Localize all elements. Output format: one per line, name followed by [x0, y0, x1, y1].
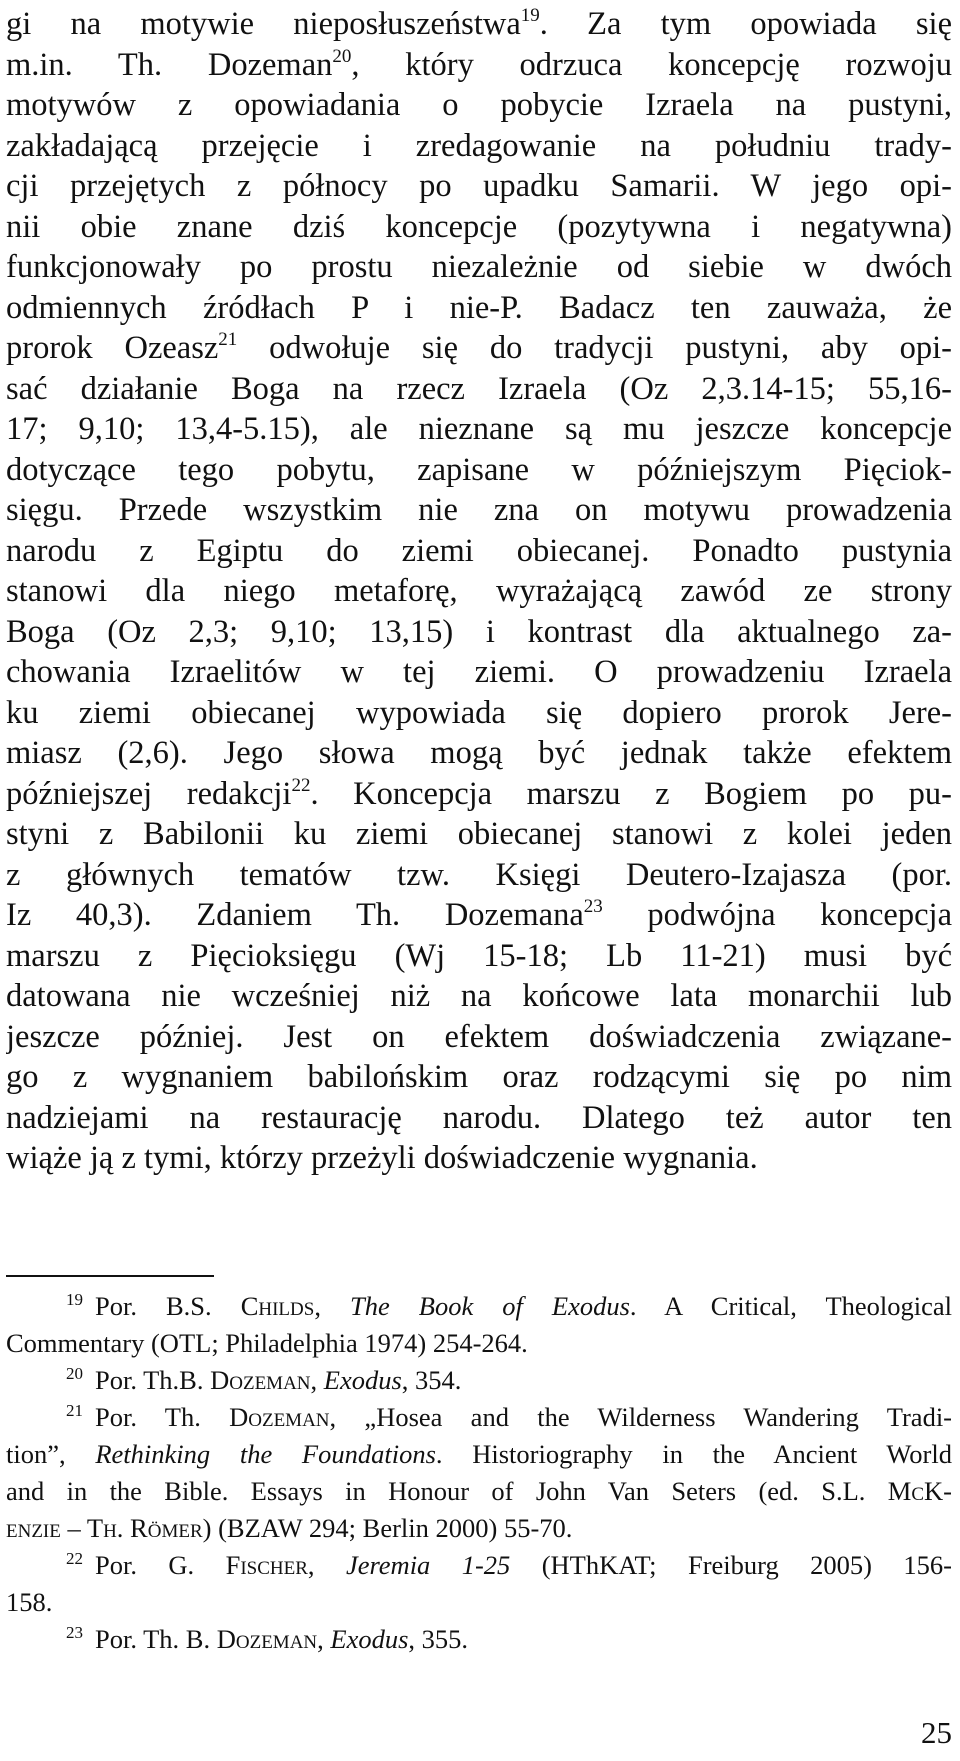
- text-line: [6, 895, 952, 936]
- text-run: and in the Bible. Essays in Honour of John Van Seters (ed. S.L.: [6, 1476, 888, 1506]
- text-run: gi na motywie nieposłuszeństwa: [6, 6, 521, 42]
- text-run: ku ziemi obiecanej wypowiada się dopiero prorok Jere-: [6, 694, 952, 731]
- footnote-number: 23: [66, 1623, 83, 1642]
- footnote-reference: 19: [520, 5, 540, 26]
- text-line: [6, 490, 952, 531]
- text-run: zakładającą przejęcie i zredagowanie na południu trady-: [6, 127, 952, 164]
- text-run: ,: [310, 1365, 324, 1395]
- text-line: [6, 733, 952, 774]
- text-run: późniejszej redakcji: [6, 775, 292, 812]
- text-run: datowana nie wcześniej niż na końcowe lata monarchii lub: [6, 978, 952, 1014]
- text-line: [6, 1098, 952, 1139]
- text-line: [6, 207, 952, 248]
- text-line: [6, 4, 952, 45]
- text-run: tion”,: [6, 1439, 96, 1469]
- text-run: odmiennych źródłach P i nie-P. Badacz ten zauważa, że: [6, 289, 952, 326]
- text-line: [6, 774, 952, 815]
- text-line: [6, 450, 952, 491]
- text-run: . Koncepcja marszu z Bogiem po pu-: [310, 775, 952, 812]
- text-run: miasz (2,6). Jego słowa mogą być jednak także efektem: [6, 735, 952, 771]
- text-line: [6, 45, 952, 86]
- text-run: ,: [314, 1291, 350, 1321]
- text-line: [6, 814, 952, 855]
- footnote-line: [6, 1362, 952, 1399]
- text-run: , który odrzuca koncepcję rozwoju: [351, 46, 952, 83]
- main-text: [6, 4, 952, 1179]
- text-run: (HThKAT; Freiburg 2005) 156-: [510, 1550, 952, 1580]
- author-name: McK-: [887, 1476, 952, 1506]
- footnote-22: [6, 1547, 952, 1621]
- text-run: sięgu. Przede wszystkim nie zna on motywu prowadzenia: [6, 492, 952, 528]
- author-name: enzie – Th. Römer: [6, 1513, 203, 1543]
- footnote-line: [6, 1547, 952, 1584]
- footnote-line: [6, 1510, 952, 1547]
- italic-title: Jeremia 1-25: [345, 1550, 511, 1580]
- text-line: [6, 531, 952, 572]
- text-run: nadziejami na restaurację narodu. Dlatego też autor ten: [6, 1099, 952, 1136]
- text-line: [6, 369, 952, 410]
- text-run: . Za tym opowiada się: [539, 6, 952, 42]
- text-run: m.in. Th. Dozeman: [6, 46, 333, 83]
- text-run: , 355.: [408, 1624, 469, 1654]
- italic-title: Rethinking the Foundations: [95, 1439, 436, 1469]
- text-line: [6, 693, 952, 734]
- text-line: [6, 1017, 952, 1058]
- author-name: Dozeman: [210, 1365, 311, 1395]
- footnote-line: [6, 1288, 952, 1325]
- author-name: Dozeman: [229, 1402, 330, 1432]
- footnote-line: [6, 1621, 952, 1658]
- italic-title: The Book of Exodus: [349, 1291, 630, 1321]
- text-run: motywów z opowiadania o pobycie Izraela na pustyni,: [6, 87, 952, 123]
- text-run: z głównych tematów tzw. Księgi Deutero-Izajasza (por.: [6, 856, 952, 893]
- text-run: ,: [307, 1550, 346, 1580]
- text-run: chowania Izraelitów w tej ziemi. O prowadzeniu Izraela: [6, 654, 952, 690]
- text-run: ,: [317, 1624, 331, 1654]
- footnote-reference: 21: [218, 329, 238, 350]
- text-run: wiąże ją z tymi, którzy przeżyli doświadczenie wygnania.: [6, 1140, 758, 1176]
- text-run: nii obie znane dziś koncepcje (pozytywna i negatywna): [6, 208, 952, 245]
- text-run: Commentary (OTL; Philadelphia 1974) 254-264.: [6, 1328, 528, 1358]
- page-number: 25: [921, 1715, 952, 1750]
- text-line: [6, 571, 952, 612]
- footnote-reference: 22: [291, 774, 311, 796]
- text-run: Por. G.: [95, 1550, 226, 1580]
- text-run: dotyczące tego pobytu, zapisane w późniejszym Pięciok-: [6, 451, 952, 488]
- text-run: . Historiography in the Ancient World: [435, 1439, 952, 1469]
- text-line: [6, 166, 952, 207]
- footnote-line: [6, 1325, 952, 1362]
- text-run: prorok Ozeasz: [6, 330, 219, 366]
- footnote-20: [6, 1362, 952, 1399]
- text-line: [6, 976, 952, 1017]
- text-run: 17; 9,10; 13,4-5.15), ale nieznane są mu jeszcze koncepcje: [6, 411, 952, 447]
- footnote-number: 22: [66, 1549, 83, 1568]
- footnote-line: [6, 1399, 952, 1436]
- text-run: . A Critical, Theological: [629, 1291, 952, 1321]
- footnote-21: [6, 1399, 952, 1547]
- italic-title: Exodus: [330, 1624, 409, 1654]
- text-run: Por. B.S.: [95, 1291, 241, 1321]
- text-run: narodu z Egiptu do ziemi obiecanej. Ponadto pustynia: [6, 532, 952, 569]
- text-run: ) (BZAW 294; Berlin 2000) 55-70.: [202, 1513, 573, 1543]
- text-line: [6, 936, 952, 977]
- text-run: stanowi dla niego metaforę, wyrażającą zawód ze strony: [6, 573, 952, 609]
- author-name: Fischer: [225, 1550, 308, 1580]
- text-run: Por. Th.: [95, 1402, 230, 1432]
- text-run: go z wygnaniem babilońskim oraz rodzącymi się po nim: [6, 1059, 952, 1095]
- text-line: [6, 247, 952, 288]
- footnote-number: 19: [66, 1290, 83, 1309]
- text-run: odwołuje się do tradycji pustyni, aby opi-: [237, 330, 952, 366]
- text-run: , „Hosea and the Wilderness Wandering Tradi-: [329, 1402, 952, 1432]
- footnote-19: [6, 1288, 952, 1362]
- author-name: Dozeman: [216, 1624, 318, 1654]
- text-line: [6, 652, 952, 693]
- italic-title: Exodus: [323, 1365, 402, 1395]
- text-run: podwójna koncepcja: [602, 897, 952, 933]
- text-line: [6, 1057, 952, 1098]
- footnote-reference: 23: [583, 896, 603, 917]
- footnote-23: [6, 1621, 952, 1658]
- text-run: 158.: [6, 1587, 53, 1617]
- footnotes: [6, 1288, 952, 1658]
- text-line: [6, 126, 952, 167]
- text-run: Por. Th. B.: [95, 1624, 217, 1654]
- text-run: Boga (Oz 2,3; 9,10; 13,15) i kontrast dla aktualnego za-: [6, 613, 952, 650]
- text-line: [6, 855, 952, 896]
- text-line: [6, 328, 952, 369]
- footnote-line: [6, 1473, 952, 1510]
- text-line: [6, 85, 952, 126]
- footnote-reference: 20: [332, 45, 352, 67]
- text-run: funkcjonowały po prostu niezależnie od siebie w dwóch: [6, 249, 952, 285]
- text-line: [6, 1138, 952, 1179]
- text-run: Por. Th.B.: [95, 1365, 211, 1395]
- footnote-separator: [6, 1275, 214, 1277]
- text-line: [6, 409, 952, 450]
- footnote-line: [6, 1436, 952, 1473]
- footnote-number: 20: [66, 1364, 83, 1383]
- footnote-line: [6, 1584, 952, 1621]
- text-run: marszu z Pięcioksięgu (Wj 15-18; Lb 11-21) musi być: [6, 937, 952, 974]
- text-run: , 354.: [401, 1365, 462, 1395]
- text-run: sać działanie Boga na rzecz Izraela (Oz 2,3.14-15; 55,16-: [6, 370, 952, 407]
- author-name: Childs: [240, 1291, 315, 1321]
- text-run: Iz 40,3). Zdaniem Th. Dozemana: [6, 897, 584, 933]
- footnote-number: 21: [66, 1401, 83, 1420]
- text-line: [6, 612, 952, 653]
- text-line: [6, 288, 952, 329]
- text-run: jeszcze później. Jest on efektem doświadczenia związane-: [6, 1018, 952, 1055]
- text-run: cji przejętych z północy po upadku Samarii. W jego opi-: [6, 168, 952, 204]
- text-run: styni z Babilonii ku ziemi obiecanej stanowi z kolei jeden: [6, 816, 952, 852]
